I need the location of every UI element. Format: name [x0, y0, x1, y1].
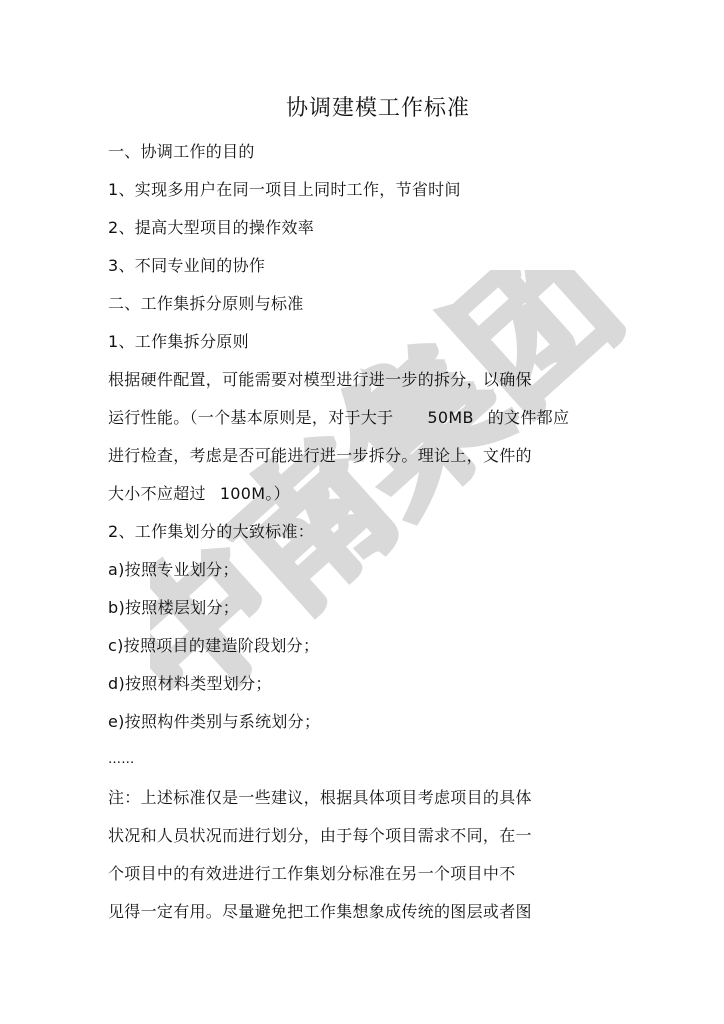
subsection-heading: 1、工作集拆分原则 — [108, 332, 249, 351]
list-item: 1、实现多用户在同一项目上同时工作，节省时间 — [108, 180, 461, 199]
paragraph-line: 状况和人员状况而进行划分，由于每个项目需求不同，在一 — [108, 826, 532, 845]
list-item: c)按照项目的建造阶段划分； — [108, 636, 320, 655]
paragraph-line: 进行检查，考虑是否可能进行进一步拆分。理论上，文件的 — [108, 446, 532, 465]
paragraph-line — [108, 408, 628, 427]
principle-paragraph — [108, 370, 628, 503]
watermark-text: 中南集团 — [150, 270, 630, 690]
size-value: 50MB — [427, 408, 474, 427]
list-item: a)按照专业划分； — [108, 560, 239, 579]
list-item: 3、不同专业间的协作 — [108, 256, 266, 275]
paragraph-text: 运行性能。（一个基本原则是，对于大于 — [108, 408, 394, 427]
paragraph-line: 见得一定有用。尽量避免把工作集想象成传统的图层或者图 — [108, 902, 532, 921]
list-item: d)按照材料类型划分； — [108, 674, 272, 693]
note-paragraph — [108, 788, 628, 921]
size-value: 100M。） — [219, 484, 290, 503]
subsection-heading: 2、工作集划分的大致标准： — [108, 522, 315, 541]
section-heading-1: 一、协调工作的目的 — [108, 142, 255, 161]
paragraph-line: 根据硬件配置，可能需要对模型进行进一步的拆分，以确保 — [108, 370, 532, 389]
list-item: b)按照楼层划分； — [108, 598, 240, 617]
page-title: 协调建模工作标准 — [285, 96, 470, 121]
paragraph-text: 的文件都应 — [487, 408, 570, 427]
paragraph-line: 注：上述标准仅是一些建议，根据具体项目考虑项目的具体 — [108, 788, 532, 807]
section-heading-2: 二、工作集拆分原则与标准 — [108, 294, 304, 313]
list-item: e)按照构件类别与系统划分； — [108, 712, 321, 731]
ellipsis: …… — [108, 752, 135, 767]
paragraph-line: 个项目中的有效进进行工作集划分标准在另一个项目中不 — [108, 864, 516, 883]
paragraph-text: 大小不应超过 — [108, 484, 206, 503]
document-body — [108, 92, 628, 940]
paragraph-line — [108, 484, 628, 503]
list-item: 2、提高大型项目的操作效率 — [108, 218, 315, 237]
